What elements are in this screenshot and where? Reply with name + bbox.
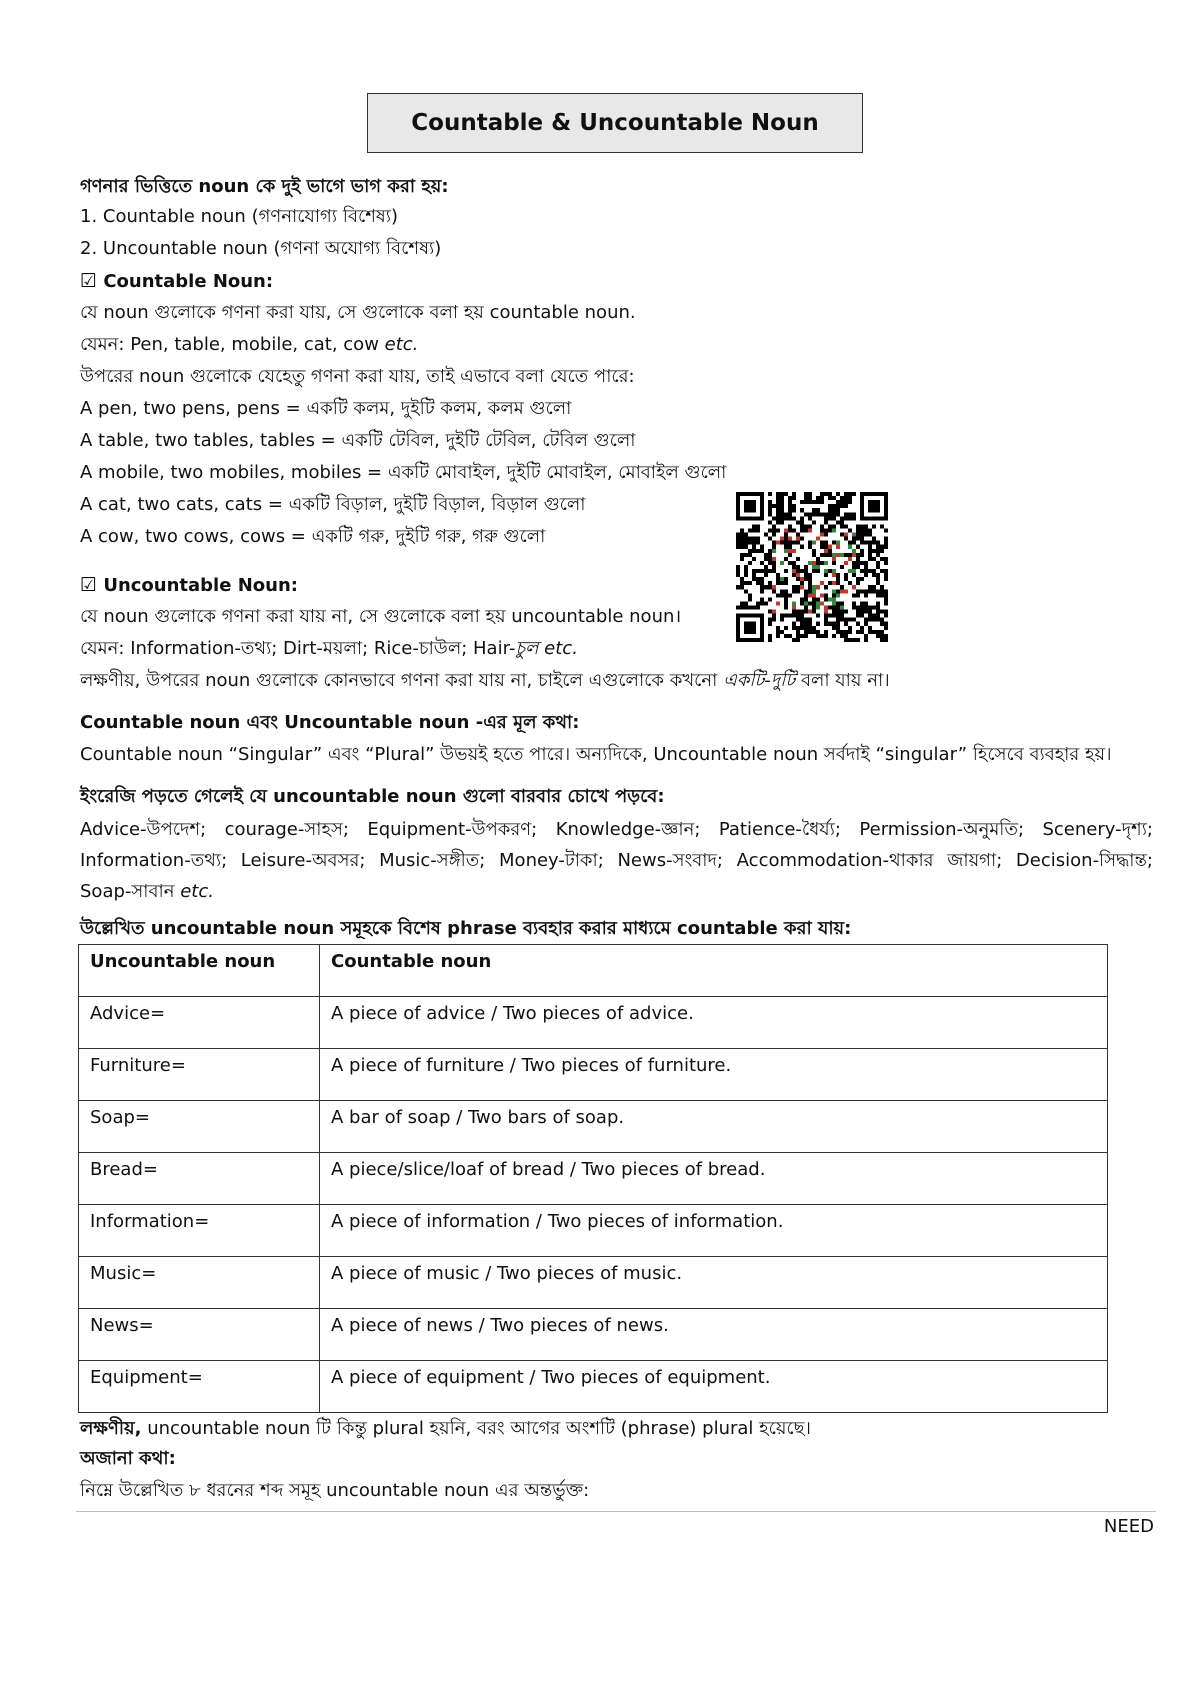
table-cell: A piece of furniture / Two pieces of furniture. bbox=[320, 1049, 1108, 1101]
table-row bbox=[79, 1049, 1108, 1101]
table-header-cell: Countable noun bbox=[320, 945, 1108, 997]
uncountable-definition: যে noun গুলোকে গণনা করা যায় না, সে গুলোকে বলা হয় uncountable noun। bbox=[80, 606, 682, 627]
table-cell: A piece of music / Two pieces of music. bbox=[320, 1257, 1108, 1309]
noun-table bbox=[78, 944, 1108, 1413]
table-header-row bbox=[79, 945, 1108, 997]
table-cell: News= bbox=[79, 1309, 320, 1361]
checkbox-icon: ☑ bbox=[80, 270, 98, 292]
table-row bbox=[79, 1153, 1108, 1205]
intro-item-2: 2. Uncountable noun (গণনা অযোগ্য বিশেষ্য) bbox=[80, 238, 442, 259]
table-row bbox=[79, 1101, 1108, 1153]
table-row bbox=[79, 1309, 1108, 1361]
common-list: Advice-উপদেশ; courage-সাহস; Equipment-উপকরণ; Knowledge-জ্ঞান; Patience-ধৈর্য্য; Permission-অনুমতি; Scenery-দৃশ্য; Information-তথ্য; Leisure-অবসর; Music-সঙ্গীত; Money-টাকা; News-সংবাদ; Accommodation-থাকার জায়গা; Decision-সিদ্ধান্ত; Soap-সাবান etc. bbox=[80, 819, 1153, 902]
page-title: Countable & Uncountable Noun bbox=[411, 110, 819, 136]
countable-heading: ☑ Countable Noun: bbox=[80, 270, 274, 292]
countable-example-line: A cow, two cows, cows = একটি গরু, দুইটি গরু, গরু গুলো bbox=[80, 526, 546, 547]
table-cell: A piece of information / Two pieces of information. bbox=[320, 1205, 1108, 1257]
countable-example-line: A mobile, two mobiles, mobiles = একটি মোবাইল, দুইটি মোবাইল, মোবাইল গুলো bbox=[80, 462, 727, 483]
intro-item-1: 1. Countable noun (গণনাযোগ্য বিশেষ্য) bbox=[80, 206, 399, 227]
footer-divider bbox=[76, 1511, 1156, 1512]
table-row bbox=[79, 1205, 1108, 1257]
table-cell: A piece of news / Two pieces of news. bbox=[320, 1309, 1108, 1361]
table-row bbox=[79, 997, 1108, 1049]
table-cell: Information= bbox=[79, 1205, 320, 1257]
table-cell: A piece of equipment / Two pieces of equipment. bbox=[320, 1361, 1108, 1413]
table-cell: Soap= bbox=[79, 1101, 320, 1153]
table-row bbox=[79, 1361, 1108, 1413]
table-heading: উল্লেখিত uncountable noun সমূহকে বিশেষ phrase ব্যবহার করার মাধ্যমে countable করা যায়: bbox=[80, 918, 852, 939]
table-cell: Furniture= bbox=[79, 1049, 320, 1101]
table-cell: Music= bbox=[79, 1257, 320, 1309]
countable-lead: উপরের noun গুলোকে যেহেতু গণনা করা যায়, তাই এভাবে বলা যেতে পারে: bbox=[80, 366, 635, 387]
title-box bbox=[367, 93, 863, 153]
table-cell: Bread= bbox=[79, 1153, 320, 1205]
common-heading: ইংরেজি পড়তে গেলেই যে uncountable noun গুলো বারবার চোখে পড়বে: bbox=[80, 786, 665, 807]
table-cell: Advice= bbox=[79, 997, 320, 1049]
footer-text: NEED bbox=[1103, 1516, 1154, 1537]
uncountable-heading: ☑ Uncountable Noun: bbox=[80, 574, 298, 596]
qr-code-icon bbox=[736, 492, 888, 642]
countable-example-line: A pen, two pens, pens = একটি কলম, দুইটি কলম, কলম গুলো bbox=[80, 398, 572, 419]
countable-definition: যে noun গুলোকে গণনা করা যায়, সে গুলোকে বলা হয় countable noun. bbox=[80, 302, 636, 323]
intro-heading: গণনার ভিত্তিতে noun কে দুই ভাগে ভাগ করা হয়: bbox=[80, 176, 449, 197]
core-heading: Countable noun এবং Uncountable noun -এর মূল কথা: bbox=[80, 712, 580, 733]
table-header-cell: Uncountable noun bbox=[79, 945, 320, 997]
uncountable-note: লক্ষণীয়, উপরের noun গুলোকে কোনভাবে গণনা করা যায় না, চাইলে এগুলোকে কখনো একটি-দুটি বলা যায় না। bbox=[80, 670, 890, 691]
uncountable-example: যেমন: Information-তথ্য; Dirt-ময়লা; Rice-চাউল; Hair-চুল etc. bbox=[80, 638, 578, 659]
unknown-heading: অজানা কথা: bbox=[80, 1448, 176, 1469]
table-cell: A bar of soap / Two bars of soap. bbox=[320, 1101, 1108, 1153]
core-text: Countable noun “Singular” এবং “Plural” উভয়ই হতে পারে। অন্যদিকে, Uncountable noun সর্বদাই “singular” হিসেবে ব্যবহার হয়। bbox=[80, 744, 1112, 765]
after-note: লক্ষণীয়, uncountable noun টি কিন্তু plural হয়নি, বরং আগের অংশটি (phrase) plural হয়েছে। bbox=[80, 1418, 811, 1439]
table-cell: A piece of advice / Two pieces of advice. bbox=[320, 997, 1108, 1049]
countable-example-line: A table, two tables, tables = একটি টেবিল, দুইটি টেবিল, টেবিল গুলো bbox=[80, 430, 636, 451]
checkbox-icon: ☑ bbox=[80, 574, 98, 596]
countable-example-line: A cat, two cats, cats = একটি বিড়াল, দুইটি বিড়াল, বিড়াল গুলো bbox=[80, 494, 586, 515]
table-cell: Equipment= bbox=[79, 1361, 320, 1413]
countable-example: যেমন: Pen, table, mobile, cat, cow etc. bbox=[80, 334, 419, 355]
table-cell: A piece/slice/loaf of bread / Two pieces of bread. bbox=[320, 1153, 1108, 1205]
last-line: নিম্নে উল্লেখিত ৮ ধরনের শব্দ সমূহ uncountable noun এর অন্তর্ভুক্ত: bbox=[80, 1480, 590, 1501]
table-row bbox=[79, 1257, 1108, 1309]
